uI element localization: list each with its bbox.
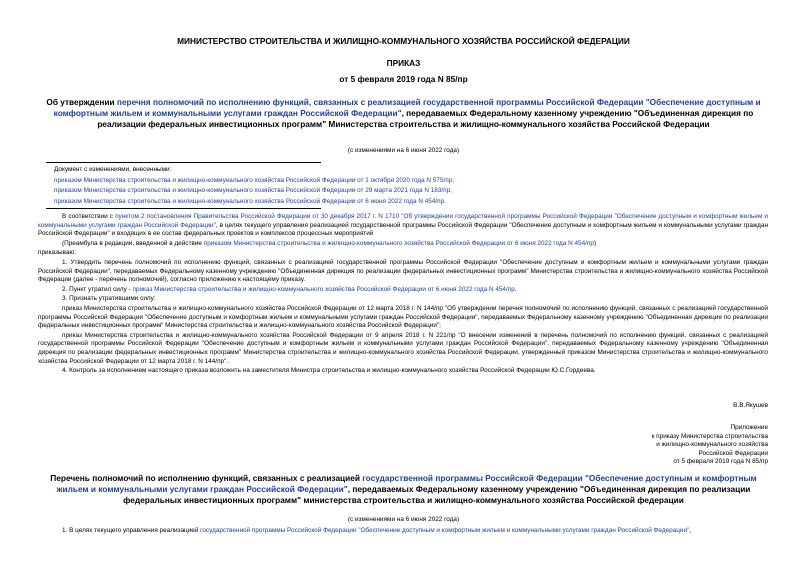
doc-date: от 5 февраля 2019 года N 85/пр bbox=[339, 74, 468, 84]
item-2 bbox=[38, 286, 768, 295]
list-item-1-paragraph bbox=[38, 527, 768, 536]
change-link-2[interactable]: приказом Министерства строительства и жилищно-коммунального хозяйства Российской Федерации от 29 марта 2021 года N 183/пр; bbox=[54, 187, 452, 195]
list-title-text: Перечень полномочий по исполнению функций, связанных с реализацией bbox=[50, 473, 363, 483]
item-2-text: 2. Пункт утратил силу - bbox=[62, 285, 133, 293]
item-3-b: приказ Министерства строительства и жилищно-коммунального хозяйства Российской Федерации от 9 апреля 2018 г. N 221/пр "О внесении изменений в перечень полномочий по исполнению функций, связанных с реализацией государственной программы Российской Федерации "Обеспечение доступным и комфортным жильем и коммунальными услугами граждан Российской Федерации", передаваемых Федеральному казенному учреждению "Объединенная дирекция по реализации федеральных инвестиционных программ" Министерства строительства и жилищно-коммунального хозяйства Российской Федерации, утвержденный приказом Министерства строительства и жилищно-коммунального хозяйства Российской Федерации от 12 марта 2018 г. N 144/пр". bbox=[38, 331, 768, 365]
signature: В.В.Якушев bbox=[733, 402, 768, 409]
item-3: 3. Признать утратившими силу: bbox=[62, 295, 156, 303]
orders-word: приказываю: bbox=[38, 249, 76, 257]
changes-heading: Документ с изменениями, внесенными: bbox=[54, 166, 172, 173]
ministry-heading: МИНИСТЕРСТВО СТРОИТЕЛЬСТВА И ЖИЛИЩНО-КОММУНАЛЬНОГО ХОЗЯЙСТВА РОССИЙСКОЙ ФЕДЕРАЦИИ bbox=[177, 36, 630, 46]
list-item-1-text: 1. В целях текущего управления реализацией bbox=[62, 527, 201, 534]
title-link[interactable]: перечня полномочий по исполнению функций, связанных с реализацией государственной программы Российской Федерации "Обеспечение доступным и комфортным жильем и коммунальными услугами граждан Российской Федерации" bbox=[53, 97, 761, 118]
title-suffix: , передаваемых Федеральному казенному учреждению "Объединенная дирекция по реализации федеральных инвестиционных программ" Министерства строительства и жилищно-коммунального хозяйства Российской Федерации bbox=[97, 108, 754, 129]
item-3-a: приказ Министерства строительства и жилищно-коммунального хозяйства Российской Федерации от 12 марта 2018 г. N 144/пр "Об утверждении перечня полномочий по исполнению функций, связанных с реализацией государственной программы Российской Федерации "Обеспечение доступным и комфортным жильем и коммунальными услугами граждан Российской Федерации", передаваемых Федеральному казенному учреждению "Объединенная дирекция по реализации федеральных инвестиционных программ" Министерства строительства и жилищно-коммунального хозяйства Российской Федерации"; bbox=[38, 304, 768, 330]
list-item-1-link[interactable]: государственной программы Российской Федерации "Обеспечение доступным и комфортным жильем и коммунальными услугами граждан Российской Федерации" bbox=[200, 527, 690, 534]
list-title bbox=[46, 473, 761, 506]
item-1: 1. Утвердить перечень полномочий по исполнению функций, связанных с реализацией государственной программы Российской Федерации "Обеспечение доступным и комфортным жильем и коммунальными услугами граждан Российской Федерации", передаваемых Федеральному казенному учреждению "Объединенная дирекция по реализации федеральных инвестиционных программ" Министерства строительства и жилищно-коммунального хозяйства Российской Федерации (далее - перечень полномочий), согласно приложению к настоящему приказу. bbox=[38, 258, 768, 284]
doc-type: ПРИКАЗ bbox=[386, 58, 421, 68]
preamble-paragraph bbox=[38, 213, 768, 239]
list-item-1 bbox=[38, 527, 768, 536]
decree-link[interactable]: пунктом 2 постановления Правительства Российской Федерации от 30 декабря 2017 г. N 1710 "Об утверждении государственной программы Российской Федерации "Обеспечение доступным и комфортным жильем и коммунальными услугами граждан Российской Федерации" bbox=[38, 213, 768, 229]
edit-note-text: ) bbox=[593, 239, 597, 247]
list-title-link[interactable]: государственной программы Российской Федерации "Обеспечение доступным и комфортным жильем и коммунальными услугами граждан Российской Федерации" bbox=[56, 473, 757, 494]
change-link-1[interactable]: приказом Министерства строительства и жилищно-коммунального хозяйства Российской Федерации от 1 октября 2020 года N 575/пр; bbox=[54, 176, 455, 184]
preamble bbox=[38, 213, 768, 376]
changes-block bbox=[54, 166, 754, 206]
appendix-line: Приложение bbox=[730, 424, 768, 431]
title-prefix: Об утверждении bbox=[46, 97, 117, 107]
list-amendment-note: (с изменениями на 6 июня 2022 года) bbox=[347, 516, 460, 523]
appendix-line: от 5 февраля 2019 года N 85/пр bbox=[673, 458, 768, 466]
item-2-text: . bbox=[514, 285, 517, 293]
document-title bbox=[46, 97, 761, 130]
amendment-note: (с изменениями на 6 июня 2022 года) bbox=[347, 147, 460, 154]
item-4: 4. Контроль за исполнением настоящего приказа возложить на заместителя Министра строительства и жилищно-коммунального хозяйства Российской Федерации Ю.С.Гордеева. bbox=[62, 367, 596, 375]
edit-note-text: (Преамбула в редакции, введенной в действие bbox=[62, 239, 204, 247]
appendix-line: Российской Федерации bbox=[698, 449, 768, 457]
preamble-text: , в целях текущего управления реализацией государственной программы Российской Федерации "Обеспечение доступным и комфортным жильем и коммунальными услугами граждан Российской Федерации" и входящих в ее состав федеральных проектов и комплексов процессных мероприятий bbox=[38, 221, 768, 238]
divider bbox=[46, 162, 321, 163]
item-2-link[interactable]: приказ Министерства строительства и жилищно-коммунального хозяйства Российской Федерации от 6 июня 2022 года N 454/пр bbox=[132, 285, 515, 293]
preamble-text: В соответствии с bbox=[62, 213, 116, 220]
list-title-text: , передаваемых Федеральному казенному учреждению "Объединенная дирекция по реализации федеральных инвестиционных программ" министерства строительства и жилищно-коммунального хозяйства Российской федерации bbox=[123, 484, 751, 505]
appendix-line: и жилищно-коммунального хозяйства bbox=[656, 441, 768, 449]
divider bbox=[46, 208, 321, 209]
appendix-line: к приказу Министерства строительства bbox=[651, 432, 768, 440]
preamble-edit-note bbox=[38, 240, 768, 249]
appendix-block bbox=[560, 424, 768, 467]
edit-note-link[interactable]: приказом Министерства строительства и жилищно-коммунального хозяйства Российской Федерации от 6 июня 2022 года N 454/пр bbox=[203, 239, 594, 247]
list-item-1-text: , bbox=[689, 527, 692, 534]
change-link-3[interactable]: приказом Министерства строительства и жилищно-коммунального хозяйства Российской Федерации от 6 июня 2022 года N 454/пр. bbox=[54, 197, 446, 205]
